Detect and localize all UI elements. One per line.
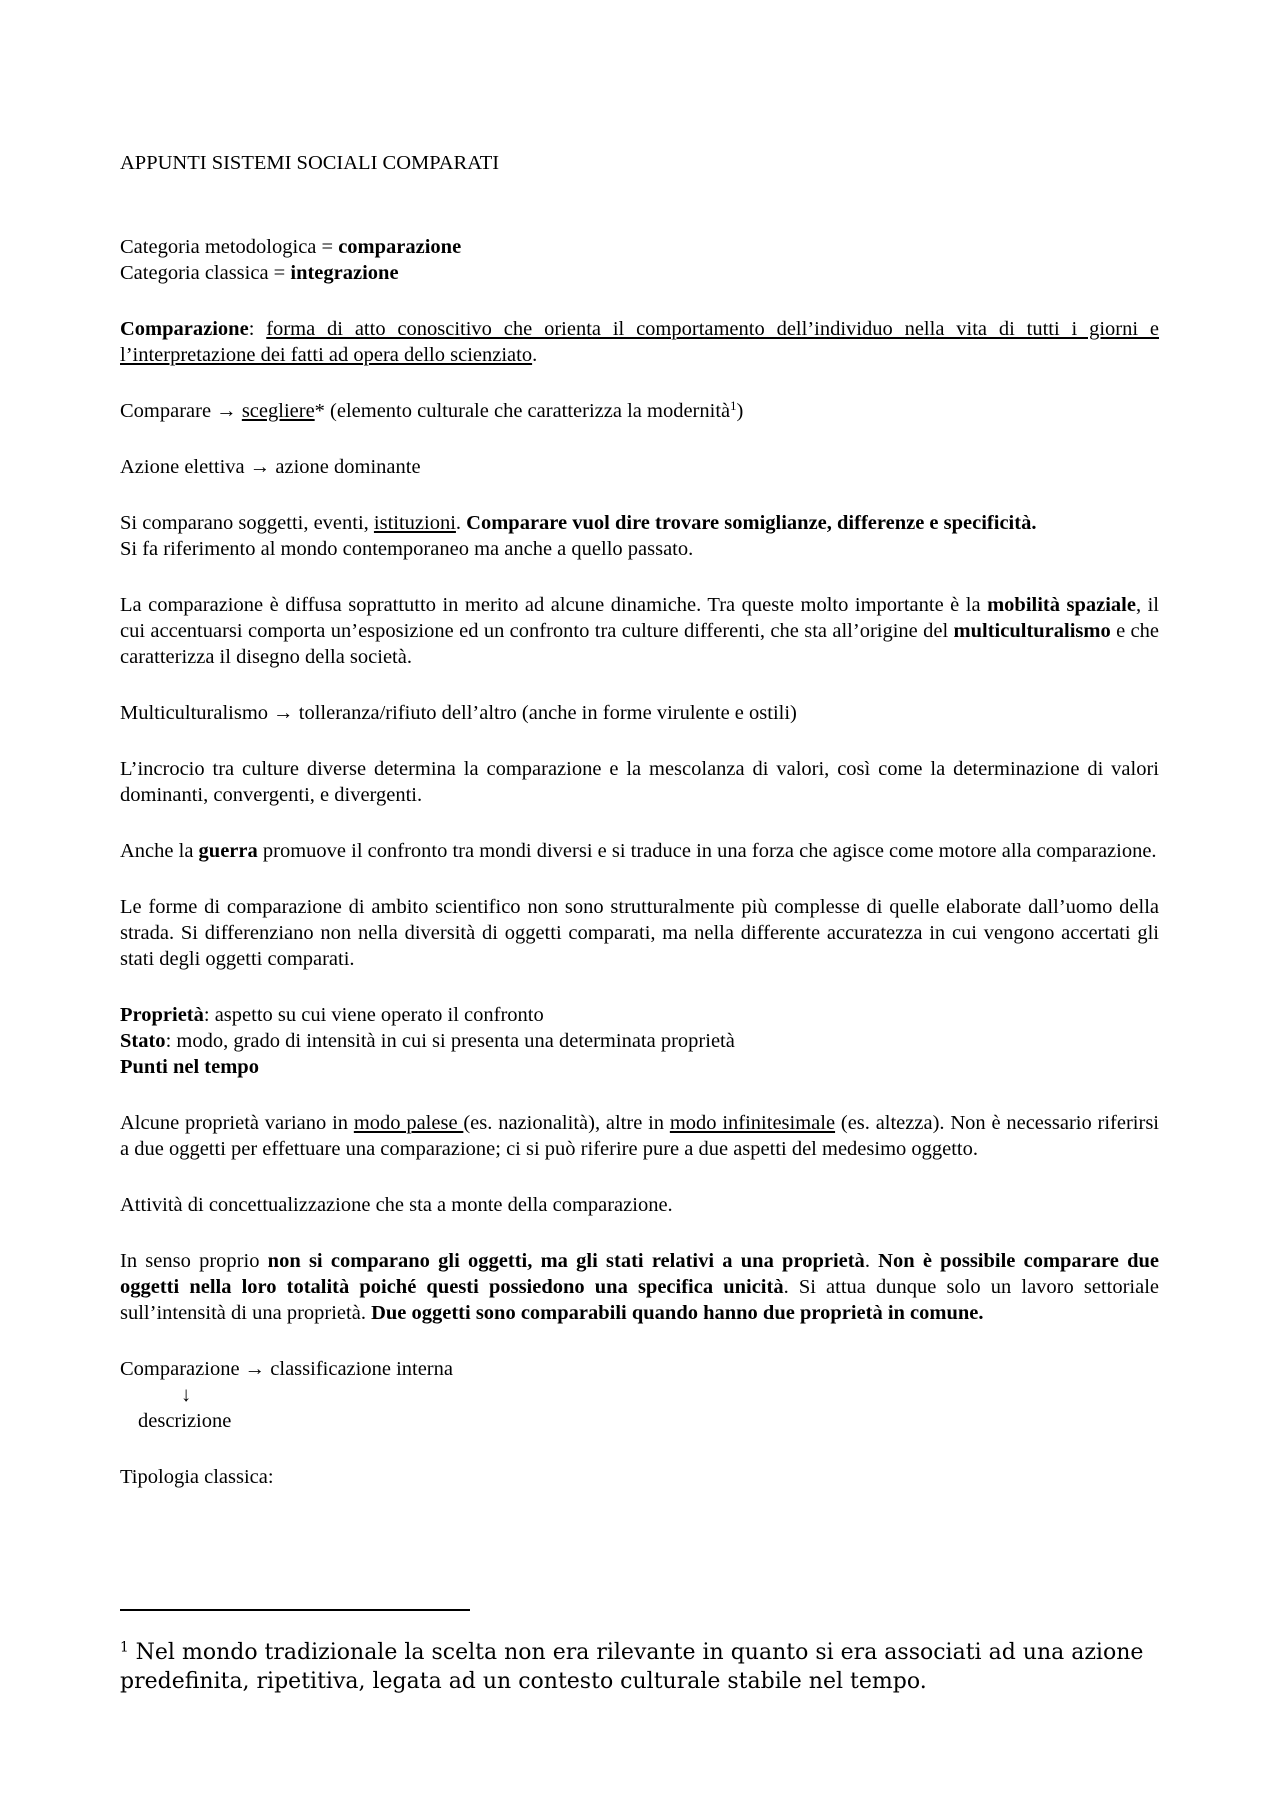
footnote-mark: 1 [120, 1639, 129, 1656]
guerra-paragraph [120, 838, 1159, 864]
category-methodological-value: comparazione [338, 236, 462, 258]
category-methodological [120, 234, 1159, 260]
mobilita-bold-1: mobilità spaziale [987, 594, 1136, 616]
incrocio-paragraph: L’incrocio tra culture diverse determina la comparazione e la mescolanza di valori, così come la determinazione di valori dominanti, convergenti, e divergenti. [120, 758, 1159, 806]
footnote-text: Nel mondo tradizionale la scelta non era rilevante in quanto si era associati ad una azione predefinita, ripetitiva, legata ad un contesto culturale stabile nel tempo. [120, 1640, 1144, 1694]
mobilita-bold-2: multiculturalismo [953, 620, 1111, 642]
variano-text-3: (es. altezza). Non è necessario riferirsi a due oggetti per effettuare una comparazione; ci si può riferire pure a due aspetti del medesimo oggetto. [120, 1112, 1159, 1160]
azione-line: Azione elettiva → azione dominante [120, 456, 421, 478]
definition-paragraph [120, 316, 1159, 368]
footnote-reference: 1 [730, 399, 737, 414]
tipologia-line: Tipologia classica: [120, 1466, 274, 1488]
proprieta-term: Proprietà [120, 1004, 204, 1026]
attivita-line: Attività di concettualizzazione che sta a monte della comparazione. [120, 1194, 673, 1216]
senso-bold-1: non si comparano gli oggetti, ma gli stati relativi a una proprietà [267, 1250, 865, 1272]
comparare-line [120, 398, 1159, 424]
definition-proprieta [120, 1002, 1159, 1028]
guerra-text-1: Anche la [120, 840, 199, 862]
soggetti-bold: Comparare vuol dire trovare somiglianze, differenze e specificità. [466, 512, 1037, 534]
category-classic-value: integrazione [290, 262, 399, 284]
senso-paragraph [120, 1248, 1159, 1326]
comparazione-flow [120, 1356, 1159, 1434]
multiculturalismo-line: Multiculturalismo → tolleranza/rifiuto dell’altro (anche in forme virulente e ostili) [120, 702, 797, 724]
variano-text-1: Alcune proprietà variano in [120, 1112, 354, 1134]
variano-text-2: (es. nazionalità), altre in [463, 1112, 670, 1134]
footnote-separator [120, 1609, 470, 1611]
definition-colon: : [248, 318, 267, 340]
definition-stato [120, 1028, 1159, 1054]
comparare-lead: Comparare → [120, 400, 242, 422]
definition-end: . [532, 344, 538, 366]
footnote [120, 1638, 1160, 1696]
guerra-text-2: promuove il confronto tra mondi diversi e si traduce in una forza che agisce come motore alla comparazione. [257, 840, 1157, 862]
riferimento-line: Si fa riferimento al mondo contemporaneo ma anche a quello passato. [120, 538, 694, 560]
forme-paragraph: Le forme di comparazione di ambito scientifico non sono strutturalmente più complesse di quelle elaborate dall’uomo della strada. Si differenziano non nella diversità di oggetti comparati, ma nella differente accuratezza in cui vengono accertati gli stati degli oggetti comparati. [120, 896, 1159, 970]
category-methodological-label: Categoria metodologica = [120, 236, 339, 258]
flow-line-1: Comparazione → classificazione interna [120, 1358, 453, 1380]
senso-bold-3: Due oggetti sono comparabili quando hanno due proprietà in comune. [371, 1302, 984, 1324]
senso-text-1: In senso proprio [120, 1250, 268, 1272]
category-classic [120, 260, 1159, 286]
mobilita-text-2: , il cui accentuarsi comporta un’esposizione ed un confronto tra culture differenti, che sta all’origine del [120, 594, 1159, 642]
stato-term: Stato [120, 1030, 166, 1052]
page-title: APPUNTI SISTEMI SOCIALI COMPARATI [120, 152, 500, 174]
proprieta-text: : aspetto su cui viene operato il confronto [203, 1004, 544, 1026]
variano-underline-1: modo palese [353, 1112, 464, 1134]
definition-punti: Punti nel tempo [120, 1056, 259, 1078]
down-arrow-icon: ↓ [181, 1384, 192, 1406]
mobilita-paragraph [120, 592, 1159, 670]
guerra-bold: guerra [198, 840, 258, 862]
soggetti-underline: istituzioni [373, 512, 456, 534]
document-body [120, 150, 1159, 1520]
soggetti-text-2: . [455, 512, 467, 534]
comparare-close: ) [736, 400, 744, 422]
senso-bold-2: Non è possibile comparare due oggetti nella loro totalità poiché questi possiedono una specifica unicità [120, 1250, 1159, 1298]
category-classic-label: Categoria classica = [120, 262, 291, 284]
comparare-rest: * (elemento culturale che caratterizza la modernità [314, 400, 731, 422]
definition-text: forma di atto conoscitivo che orienta il comportamento dell’individuo nella vita di tutti i giorni e l’interpretazione dei fatti ad opera dello scienziato [120, 318, 1159, 366]
definition-term: Comparazione [120, 318, 249, 340]
variano-paragraph [120, 1110, 1159, 1162]
senso-text-3: . Si attua dunque solo un lavoro settoriale sull’intensità di una proprietà. [120, 1276, 1159, 1324]
soggetti-text-1: Si comparano soggetti, eventi, [120, 512, 374, 534]
mobilita-text-3: e che caratterizza il disegno della società. [120, 620, 1160, 668]
mobilita-text-1: La comparazione è diffusa soprattutto in merito ad alcune dinamiche. Tra queste molto importante è la [120, 594, 988, 616]
variano-underline-2: modo infinitesimale [669, 1112, 836, 1134]
comparare-link: scegliere [241, 400, 315, 422]
soggetti-paragraph [120, 510, 1159, 536]
flow-line-2: descrizione [138, 1410, 232, 1432]
senso-text-2: . [864, 1250, 879, 1272]
stato-text: : modo, grado di intensità in cui si presenta una determinata proprietà [165, 1030, 735, 1052]
